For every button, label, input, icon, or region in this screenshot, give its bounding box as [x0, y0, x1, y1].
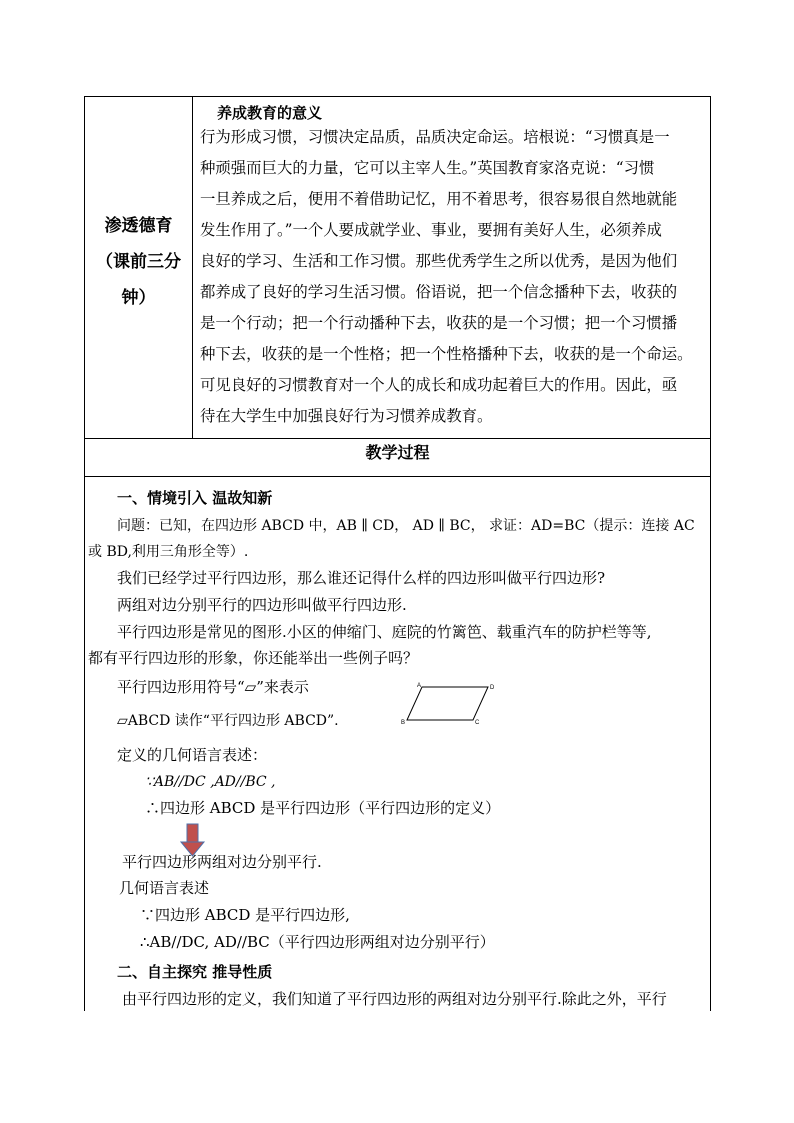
geometry-therefore: ∴AB//DC, AD//BC（平行四边形两组对边分别平行）	[140, 933, 495, 951]
definition-therefore: ∴四边形 ABCD 是平行四边形（平行四边形的定义）	[145, 799, 501, 817]
moral-education-label	[85, 208, 192, 316]
teaching-process-title: 教学过程	[365, 443, 430, 462]
moral-line-1: 行为形成习惯，习惯决定品质，品质决定命运。培根说：“习惯真是一	[200, 128, 670, 146]
moral-line-9: 可见良好的习惯教育对一个人的成长和成功起着巨大的作用。因此，亟	[200, 376, 678, 394]
vertex-label-a: A	[417, 683, 422, 689]
moral-line-8: 种下去，收获的是一个性格；把一个性格播种下去，收获的是一个命运。	[200, 345, 693, 363]
question-line-1: 问题：已知，在四边形 ABCD 中，AB ∥ CD， AD ∥ BC， 求证：AD=BC（提示：连接 AC	[117, 518, 695, 534]
moral-line-3: 一旦养成之后，便用不着借助记忆，用不着思考，很容易很自然地就能	[200, 190, 678, 208]
row-divider-1	[84, 438, 711, 439]
section1-heading: 一、情境引入 温故知新	[117, 489, 273, 507]
moral-line-10: 待在大学生中加强良好行为习惯养成教育。	[200, 407, 493, 425]
moral-line-2: 种顽强而巨大的力量，它可以主宰人生。”英国教育家洛克说：“习惯	[200, 159, 655, 177]
vertex-label-d: D	[490, 685, 495, 691]
section2-heading: 二、自主探究 推导性质	[117, 963, 273, 981]
row-divider-2	[84, 476, 711, 477]
definition-because: ∵AB//DC ,AD//BC ,	[145, 774, 276, 790]
label-line-2: （课前三分	[96, 252, 181, 272]
geometry-because: ∵四边形 ABCD 是平行四边形,	[140, 906, 350, 924]
vertex-label-b: B	[401, 720, 406, 726]
parallelogram-shape	[407, 687, 488, 720]
property-statement: 平行四边形两组对边分别平行.	[122, 853, 322, 871]
question-line-2: 或 BD,利用三角形全等）.	[88, 544, 249, 560]
symbol-line: 平行四边形用符号“▱”来表示	[117, 678, 309, 696]
column-divider	[192, 96, 193, 439]
moral-line-6: 都养成了良好的学习生活习惯。俗语说，把一个信念播种下去，收获的	[200, 283, 678, 301]
geometry-heading: 几何语言表述	[119, 879, 210, 897]
label-line-1: 渗透德育	[104, 216, 173, 236]
vertex-label-c: C	[475, 720, 480, 726]
paragraph-definition-question: 我们已经学过平行四边形，那么谁还记得什么样的四边形叫做平行四边形?	[117, 569, 606, 587]
moral-title: 养成教育的意义	[217, 104, 323, 122]
paragraph-examples-1: 平行四边形是常见的图形.小区的伸缩门、庭院的竹篱笆、载重汽车的防护栏等等,	[117, 623, 652, 641]
paragraph-examples-2: 都有平行四边形的形象，你还能举出一些例子吗？	[88, 649, 419, 667]
moral-line-5: 良好的学习、生活和工作习惯。那些优秀学生之所以优秀，是因为他们	[200, 252, 678, 270]
label-line-3: 钟）	[121, 288, 156, 308]
parallelogram-figure	[398, 680, 498, 730]
moral-line-4: 发生作用了。”一个人要成就学业、事业，要拥有美好人生，必须养成	[200, 221, 662, 239]
paragraph-definition: 两组对边分别平行的四边形叫做平行四边形.	[117, 596, 407, 614]
read-line: ▱ABCD 读作“平行四边形 ABCD”.	[117, 713, 339, 729]
definition-heading: 定义的几何语言表述：	[117, 746, 268, 764]
section2-text: 由平行四边形的定义，我们知道了平行四边形的两组对边分别平行.除此之外，平行	[122, 990, 667, 1008]
moral-line-7: 是一个行动；把一个行动播种下去，收获的是一个习惯；把一个习惯播	[200, 314, 678, 332]
